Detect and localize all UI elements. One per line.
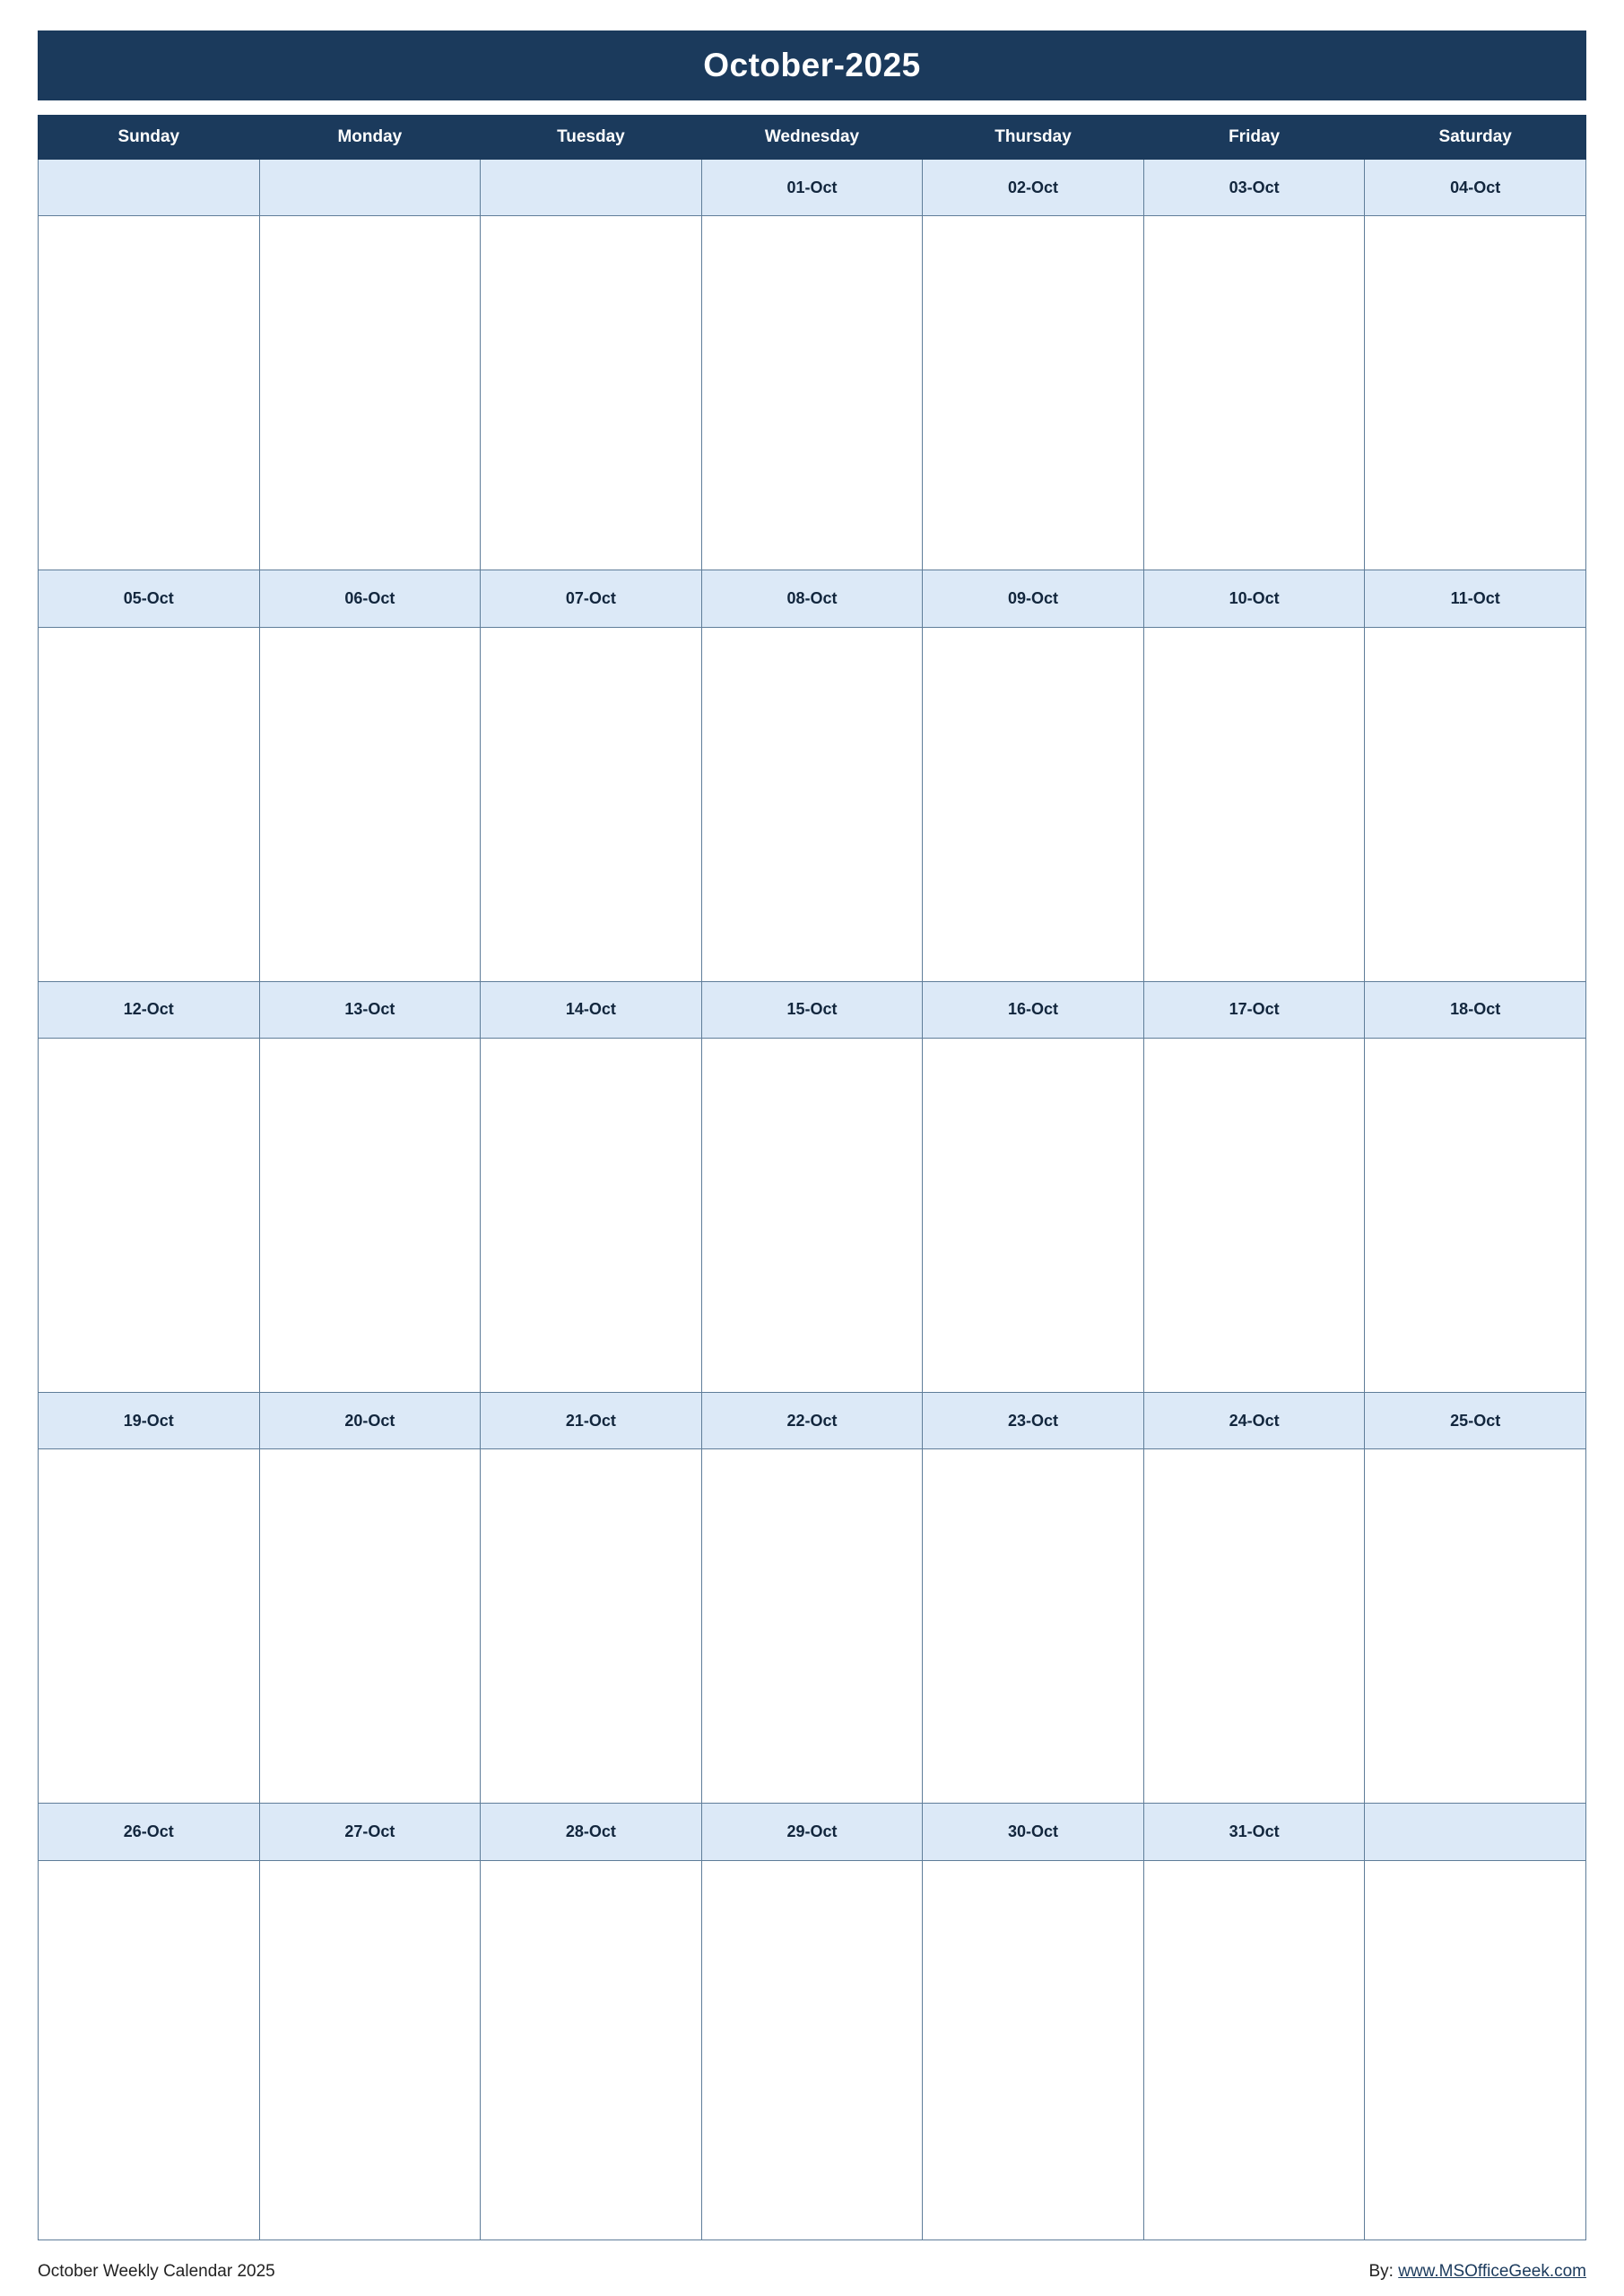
week-date-row [39, 160, 1586, 216]
day-note-area[interactable] [1365, 216, 1586, 570]
weekday-header-sunday: Sunday [39, 116, 260, 160]
date-label: 28-Oct [481, 1804, 702, 1860]
date-label: 06-Oct [259, 570, 481, 627]
footer-website-link[interactable]: www.MSOfficeGeek.com [1398, 2262, 1586, 2281]
weekday-header-friday: Friday [1143, 116, 1365, 160]
week-date-row [39, 570, 1586, 627]
date-label [39, 160, 260, 216]
calendar-table [38, 115, 1586, 2240]
date-label: 27-Oct [259, 1804, 481, 1860]
date-label: 23-Oct [923, 1393, 1144, 1449]
calendar-head [39, 116, 1586, 160]
day-note-area[interactable] [1365, 1038, 1586, 1392]
date-label: 09-Oct [923, 570, 1144, 627]
day-note-area[interactable] [1143, 1449, 1365, 1804]
date-label: 17-Oct [1143, 981, 1365, 1038]
day-note-area[interactable] [39, 1860, 260, 2239]
date-label: 16-Oct [923, 981, 1144, 1038]
weekday-header-row [39, 116, 1586, 160]
date-label: 04-Oct [1365, 160, 1586, 216]
day-note-area[interactable] [1143, 627, 1365, 981]
day-note-area[interactable] [1143, 1860, 1365, 2239]
day-note-area[interactable] [259, 216, 481, 570]
date-label: 14-Oct [481, 981, 702, 1038]
week-notes-row [39, 1860, 1586, 2239]
week-date-row [39, 981, 1586, 1038]
day-note-area[interactable] [923, 1449, 1144, 1804]
weekday-header-wednesday: Wednesday [701, 116, 923, 160]
day-note-area[interactable] [923, 216, 1144, 570]
week-notes-row [39, 1038, 1586, 1392]
date-label: 05-Oct [39, 570, 260, 627]
date-label: 21-Oct [481, 1393, 702, 1449]
date-label: 03-Oct [1143, 160, 1365, 216]
day-note-area[interactable] [481, 627, 702, 981]
day-note-area[interactable] [923, 1038, 1144, 1392]
weekday-header-tuesday: Tuesday [481, 116, 702, 160]
date-label: 08-Oct [701, 570, 923, 627]
day-note-area[interactable] [259, 1860, 481, 2239]
date-label: 11-Oct [1365, 570, 1586, 627]
date-label: 01-Oct [701, 160, 923, 216]
date-label: 19-Oct [39, 1393, 260, 1449]
day-note-area[interactable] [1365, 1449, 1586, 1804]
day-note-area[interactable] [1365, 627, 1586, 981]
date-label: 24-Oct [1143, 1393, 1365, 1449]
week-notes-row [39, 1449, 1586, 1804]
date-label: 12-Oct [39, 981, 260, 1038]
date-label: 29-Oct [701, 1804, 923, 1860]
day-note-area[interactable] [481, 1449, 702, 1804]
date-label: 15-Oct [701, 981, 923, 1038]
week-notes-row [39, 627, 1586, 981]
date-label: 26-Oct [39, 1804, 260, 1860]
date-label [259, 160, 481, 216]
day-note-area[interactable] [39, 1038, 260, 1392]
day-note-area[interactable] [481, 1038, 702, 1392]
date-label: 18-Oct [1365, 981, 1586, 1038]
day-note-area[interactable] [701, 1038, 923, 1392]
day-note-area[interactable] [1143, 1038, 1365, 1392]
calendar-body [39, 160, 1586, 2240]
page-title: October-2025 [703, 47, 921, 83]
date-label: 07-Oct [481, 570, 702, 627]
date-label: 13-Oct [259, 981, 481, 1038]
day-note-area[interactable] [923, 627, 1144, 981]
day-note-area[interactable] [923, 1860, 1144, 2239]
date-label: 10-Oct [1143, 570, 1365, 627]
date-label [1365, 1804, 1586, 1860]
day-note-area[interactable] [1365, 1860, 1586, 2239]
weekday-header-saturday: Saturday [1365, 116, 1586, 160]
date-label: 02-Oct [923, 160, 1144, 216]
weekday-header-thursday: Thursday [923, 116, 1144, 160]
day-note-area[interactable] [39, 627, 260, 981]
date-label: 31-Oct [1143, 1804, 1365, 1860]
day-note-area[interactable] [39, 216, 260, 570]
week-notes-row [39, 216, 1586, 570]
date-label [481, 160, 702, 216]
day-note-area[interactable] [701, 216, 923, 570]
day-note-area[interactable] [39, 1449, 260, 1804]
footer-right [1369, 2262, 1587, 2282]
date-label: 25-Oct [1365, 1393, 1586, 1449]
day-note-area[interactable] [1143, 216, 1365, 570]
footer-left-text: October Weekly Calendar 2025 [38, 2262, 275, 2281]
day-note-area[interactable] [259, 1038, 481, 1392]
date-label: 20-Oct [259, 1393, 481, 1449]
week-date-row [39, 1393, 1586, 1449]
date-label: 30-Oct [923, 1804, 1144, 1860]
day-note-area[interactable] [259, 1449, 481, 1804]
date-label: 22-Oct [701, 1393, 923, 1449]
day-note-area[interactable] [481, 216, 702, 570]
day-note-area[interactable] [701, 627, 923, 981]
calendar-title-bar [38, 30, 1586, 100]
page-footer [38, 2240, 1586, 2296]
day-note-area[interactable] [259, 627, 481, 981]
day-note-area[interactable] [481, 1860, 702, 2239]
day-note-area[interactable] [701, 1860, 923, 2239]
footer-credit-prefix: By: [1368, 2262, 1399, 2281]
week-date-row [39, 1804, 1586, 1860]
weekday-header-monday: Monday [259, 116, 481, 160]
day-note-area[interactable] [701, 1449, 923, 1804]
